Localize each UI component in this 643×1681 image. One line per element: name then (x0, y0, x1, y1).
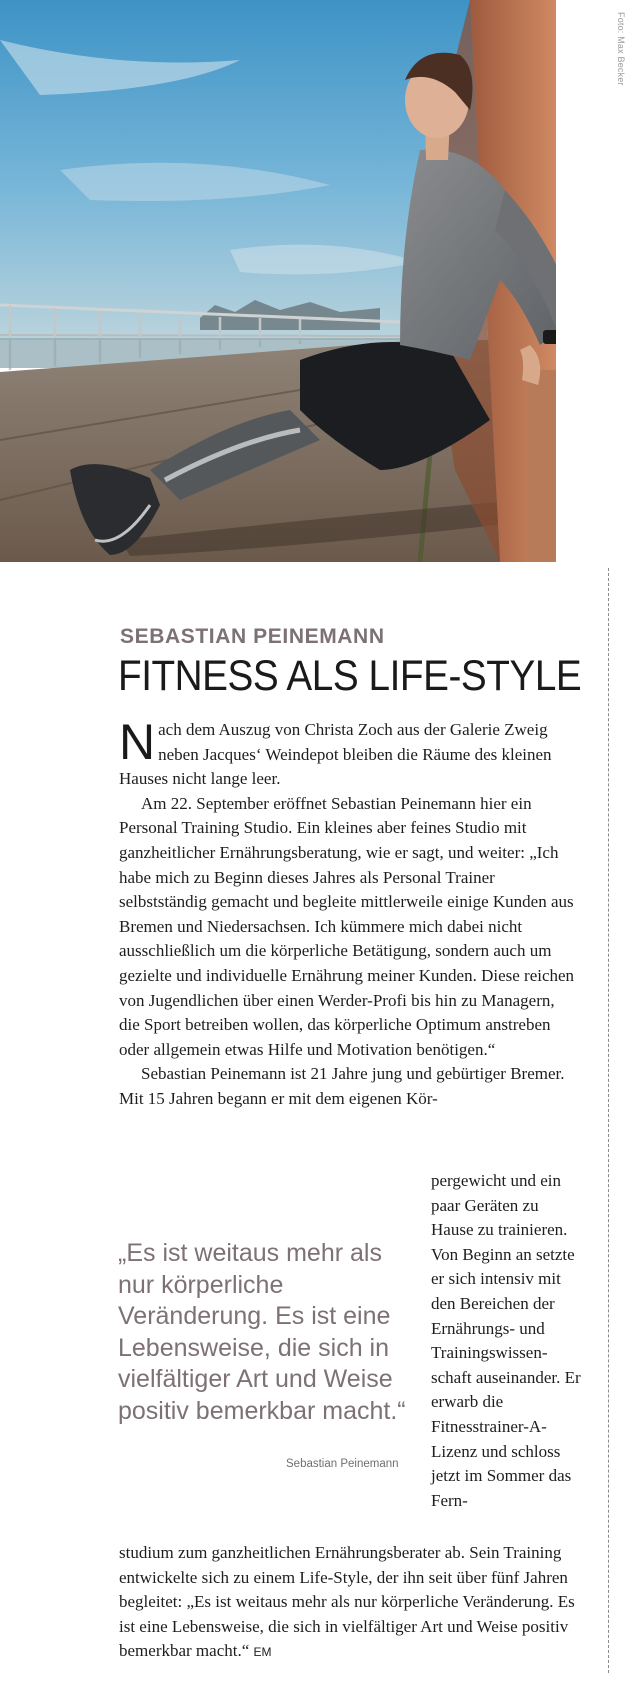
article-body (119, 714, 579, 1112)
intro-paragraph (119, 714, 579, 792)
column-divider (608, 568, 609, 1673)
author-signature: EM (253, 1645, 272, 1660)
pull-quote: „Es ist weitaus mehr als nur körperliche Veränderung. Es ist eine Lebensweise, die sich in vielfältiger Art und Weise positiv bemerkbar macht.“ (118, 1239, 406, 1425)
pull-quote-attribution: Sebastian Peinemann (286, 1458, 399, 1470)
athlete-dip-illustration (0, 0, 556, 562)
drop-cap: N (119, 714, 156, 770)
article-kicker: SEBASTIAN PEINEMANN (120, 625, 385, 648)
paragraph-3-column: pergewicht und ein paar Geräten zu Hause zu trainieren. Von Beginn an setzte er sich intensiv mit den Bereichen der Ernährungs- und Trainingswissenschaft auseinander. Er erwarb die Fitnesstrainer-A-Lizenz und schloss jetzt im Sommer das Fern- (431, 1171, 581, 1510)
paragraph-3-start: Sebastian Peinemann ist 21 Jahre jung und gebürtiger Bremer. Mit 15 Jahren begann er mit dem eigenen Kör- (119, 1064, 565, 1108)
paragraph-2: Am 22. September eröffnet Sebastian Peinemann hier ein Personal Training Studio. Ein kleines aber feines Studio mit ganzheitlicher Ernährungsberatung, wie er sagt, und weiter: „Ich habe mich zu Beginn dieses Jahres als Personal Trainer selbstständig gemacht und begleite mittlerweile einige Kunden aus Bremen und Niedersachsen. Ich kümmere mich dabei nicht ausschließlich um die körperliche Betätigung, sondern auch um gezielte und individuelle Ernährung meiner Kunden. Diese reichen von Jugendlichen über einen Werder-Profi bis hin zu Managern, die Sport betreiben wollen, das körperliche Optimum anstreben oder allgemein etwas Hilfe und Motivation benötigen.“ (119, 793, 575, 1059)
intro-text: ach dem Auszug von Christa Zoch aus der Galerie Zweig neben Jacques‘ Weindepot bleiben die Räume des kleinen Hauses nicht lange leer. (119, 720, 552, 789)
paragraph-3-end (119, 1541, 581, 1665)
photo-credit: Foto: Max Becker (616, 12, 626, 86)
article-headline: FITNESS ALS LIFE-STYLE (118, 652, 582, 700)
hero-photo (0, 0, 556, 562)
paragraph-3-end-text: studium zum ganzheitlichen Ernährungsberater ab. Sein Training entwickelte sich zu einem Life-Style, der ihn seit über fünf Jahren begleitet: „Es ist weitaus mehr als nur körperliche Veränderung. Es ist eine Lebensweise, die sich in vielfältiger Art und Weise positiv bemerkbar macht.“ (119, 1543, 575, 1661)
